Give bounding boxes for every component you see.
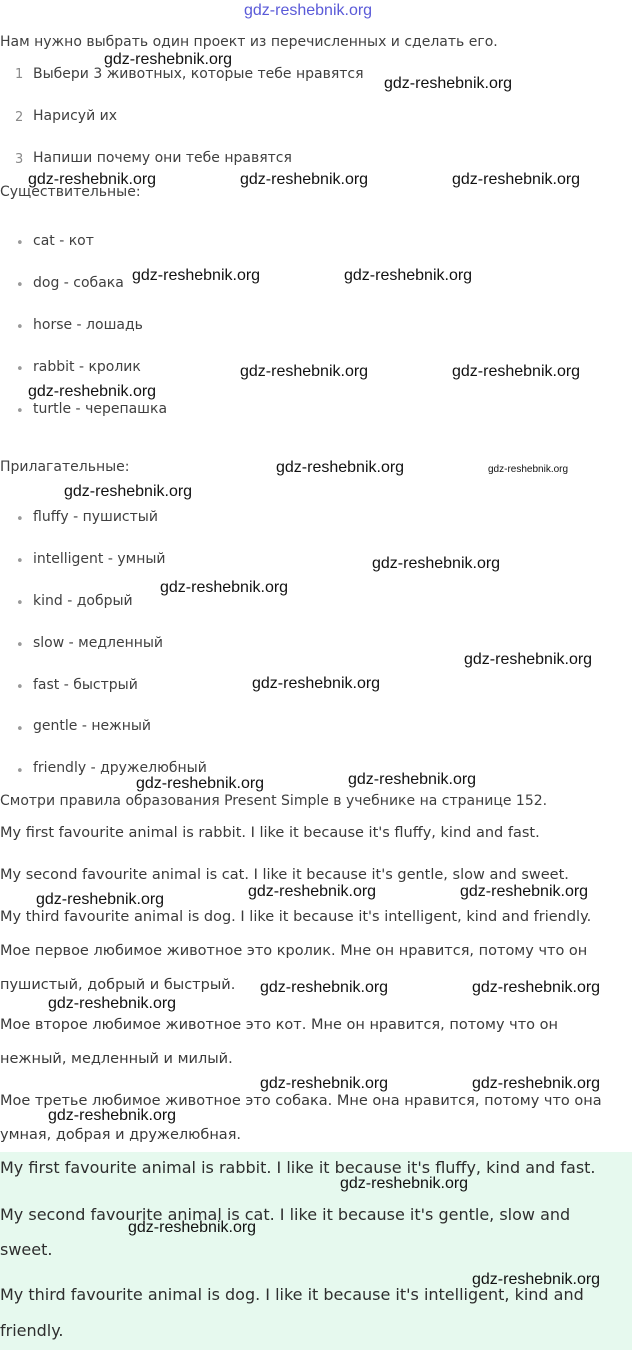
step-number: 3	[15, 152, 24, 167]
answer-sentence: friendly.	[0, 1321, 64, 1340]
adjective-item: fluffy - пушистый	[33, 509, 158, 525]
noun-item: horse - лошадь	[33, 317, 143, 333]
answer-sentence: My third favourite animal is dog. I like it because it's intelligent, kind and	[0, 1285, 584, 1304]
adjective-item: kind - добрый	[33, 593, 133, 609]
russian-sentence: пушистый, добрый и быстрый.	[0, 977, 236, 993]
bullet-icon: •	[16, 764, 24, 779]
watermark[interactable]: gdz-reshebnik.org	[340, 1175, 469, 1192]
noun-item: turtle - черепашка	[33, 401, 168, 417]
watermark[interactable]: gdz-reshebnik.org	[240, 363, 369, 380]
step-text: Выбери 3 животных, которые тебе нравятся	[33, 66, 364, 82]
watermark[interactable]: gdz-reshebnik.org	[488, 464, 569, 475]
watermark[interactable]: gdz-reshebnik.org	[28, 383, 157, 400]
adjective-item: gentle - нежный	[33, 718, 152, 734]
watermark[interactable]: gdz-reshebnik.org	[252, 675, 381, 692]
watermark[interactable]: gdz-reshebnik.org	[48, 995, 177, 1012]
watermark[interactable]: gdz-reshebnik.org	[472, 1271, 601, 1288]
nouns-heading: Существительные:	[0, 184, 141, 200]
watermark[interactable]: gdz-reshebnik.org	[464, 651, 593, 668]
watermark[interactable]: gdz-reshebnik.org	[136, 775, 265, 792]
bullet-icon: •	[16, 362, 24, 377]
watermark[interactable]: gdz-reshebnik.org	[472, 979, 601, 996]
rule-note: Смотри правила образования Present Simple в учебнике на странице 152.	[0, 793, 548, 809]
watermark[interactable]: gdz-reshebnik.org	[384, 75, 513, 92]
watermark[interactable]: gdz-reshebnik.org	[260, 979, 389, 996]
russian-sentence: Мое второе любимое животное это кот. Мне он нравится, потому что он	[0, 1017, 558, 1033]
adjective-item: intelligent - умный	[33, 551, 166, 567]
adjective-item: slow - медленный	[33, 635, 164, 651]
bullet-icon: •	[16, 554, 24, 569]
english-sentence: My second favourite animal is cat. I like it because it's gentle, slow and sweet.	[0, 867, 569, 883]
adjectives-heading: Прилагательные:	[0, 459, 130, 475]
watermark[interactable]: gdz-reshebnik.org	[372, 555, 501, 572]
bullet-icon: •	[16, 320, 24, 335]
watermark[interactable]: gdz-reshebnik.org	[452, 171, 581, 188]
bullet-icon: •	[16, 638, 24, 653]
step-text: Напиши почему они тебе нравятся	[33, 150, 292, 166]
watermark[interactable]: gdz-reshebnik.org	[128, 1219, 257, 1236]
watermark[interactable]: gdz-reshebnik.org	[64, 483, 193, 500]
watermark-top[interactable]: gdz-reshebnik.org	[244, 2, 373, 19]
english-sentence: My first favourite animal is rabbit. I like it because it's fluffy, kind and fast.	[0, 825, 540, 841]
bullet-icon: •	[16, 596, 24, 611]
noun-item: dog - собака	[33, 275, 124, 291]
watermark[interactable]: gdz-reshebnik.org	[260, 1075, 389, 1092]
answer-sentence: My second favourite animal is cat. I like it because it's gentle, slow and	[0, 1205, 571, 1224]
russian-sentence: умная, добрая и дружелюбная.	[0, 1127, 242, 1143]
answer-sentence: My first favourite animal is rabbit. I like it because it's fluffy, kind and fast.	[0, 1158, 596, 1177]
watermark[interactable]: gdz-reshebnik.org	[36, 891, 165, 908]
answer-block	[0, 1152, 632, 1350]
watermark[interactable]: gdz-reshebnik.org	[348, 771, 477, 788]
bullet-icon: •	[16, 722, 24, 737]
watermark[interactable]: gdz-reshebnik.org	[452, 363, 581, 380]
bullet-icon: •	[16, 680, 24, 695]
watermark[interactable]: gdz-reshebnik.org	[472, 1075, 601, 1092]
russian-sentence: нежный, медленный и милый.	[0, 1051, 233, 1067]
noun-item: rabbit - кролик	[33, 359, 141, 375]
watermark[interactable]: gdz-reshebnik.org	[344, 267, 473, 284]
bullet-icon: •	[16, 278, 24, 293]
bullet-icon: •	[16, 236, 24, 251]
watermark[interactable]: gdz-reshebnik.org	[28, 171, 157, 188]
watermark[interactable]: gdz-reshebnik.org	[460, 883, 589, 900]
answer-sentence: sweet.	[0, 1240, 53, 1259]
step-number: 1	[15, 67, 24, 82]
watermark[interactable]: gdz-reshebnik.org	[248, 883, 377, 900]
watermark[interactable]: gdz-reshebnik.org	[240, 171, 369, 188]
watermark[interactable]: gdz-reshebnik.org	[160, 579, 289, 596]
watermark[interactable]: gdz-reshebnik.org	[276, 459, 405, 476]
intro-text: Нам нужно выбрать один проект из перечисленных и сделать его.	[0, 34, 498, 50]
watermark[interactable]: gdz-reshebnik.org	[132, 267, 261, 284]
bullet-icon: •	[16, 404, 24, 419]
step-text: Нарисуй их	[33, 108, 118, 124]
russian-sentence: Мое третье любимое животное это собака. Мне она нравится, потому что она	[0, 1093, 602, 1109]
bullet-icon: •	[16, 512, 24, 527]
watermark[interactable]: gdz-reshebnik.org	[48, 1107, 177, 1124]
watermark[interactable]: gdz-reshebnik.org	[104, 51, 233, 68]
step-number: 2	[15, 110, 24, 125]
adjective-item: fast - быстрый	[33, 677, 138, 693]
russian-sentence: Мое первое любимое животное это кролик. Мне он нравится, потому что он	[0, 943, 588, 959]
english-sentence: My third favourite animal is dog. I like it because it's intelligent, kind and friendly.	[0, 909, 592, 925]
noun-item: cat - кот	[33, 233, 94, 249]
adjective-item: friendly - дружелюбный	[33, 760, 207, 776]
